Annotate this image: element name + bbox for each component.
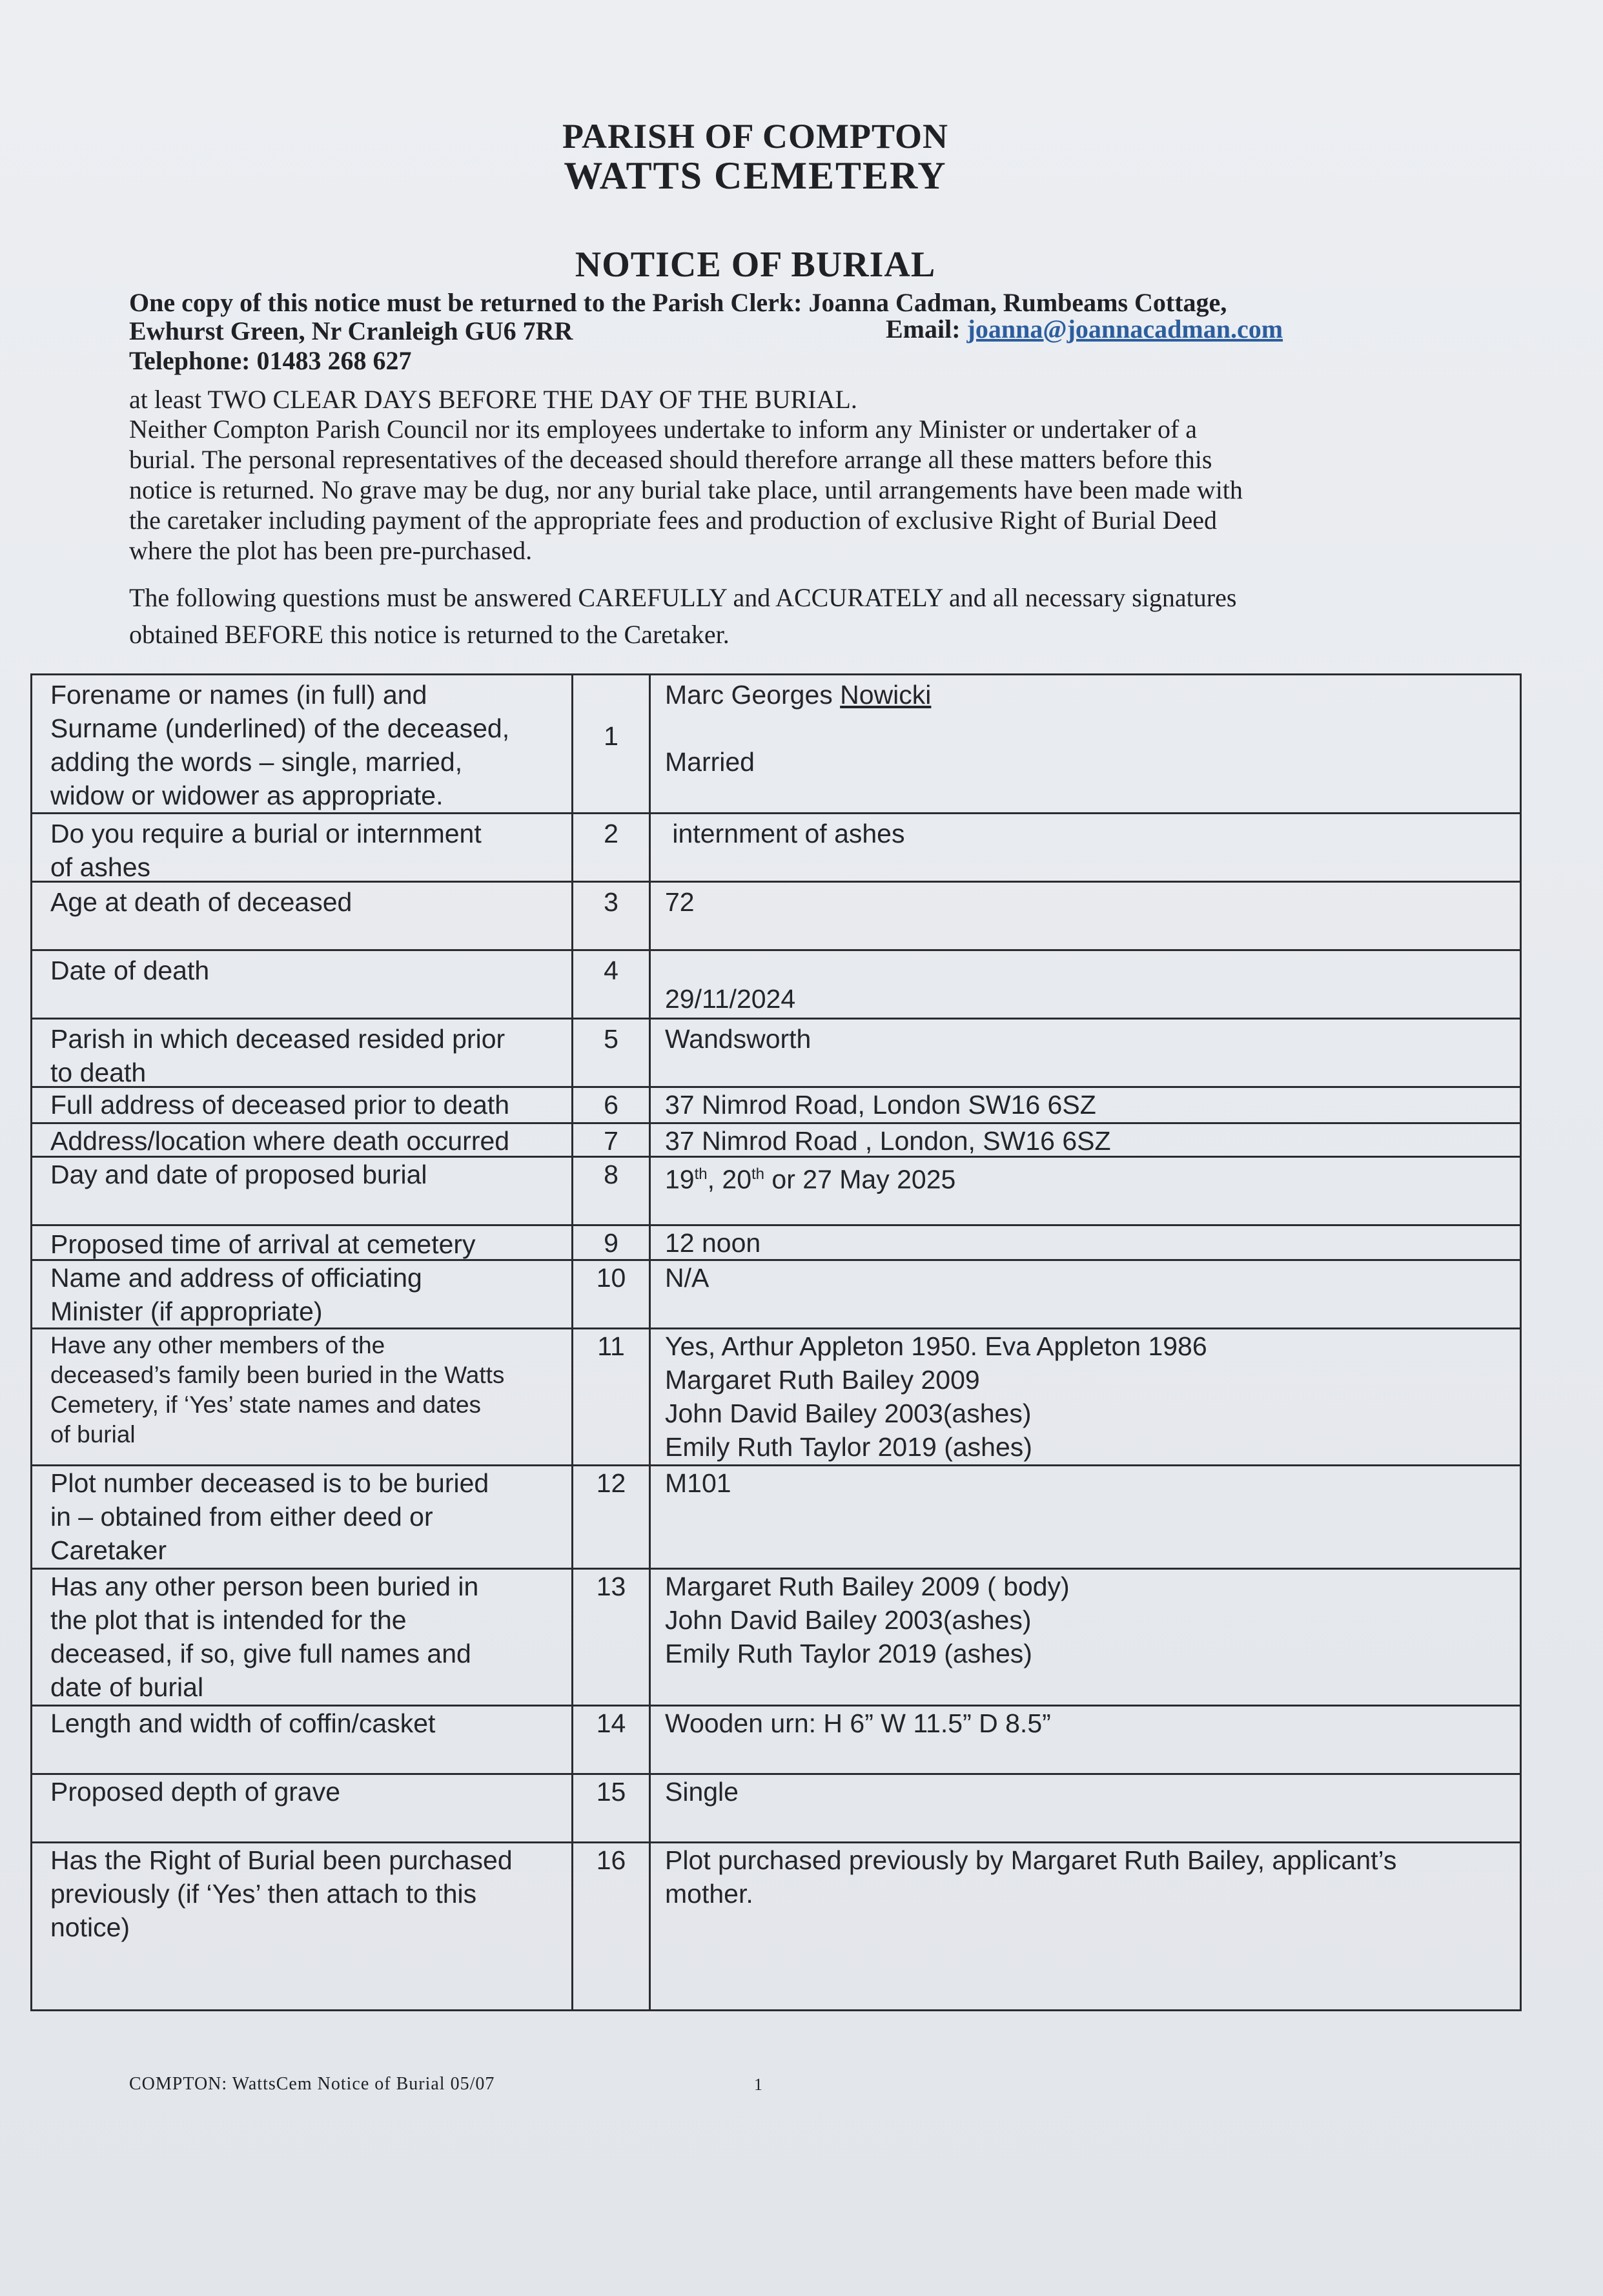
question-number: 7 xyxy=(573,1124,651,1156)
answer-cell: Yes, Arthur Appleton 1950. Eva Appleton 1986 Margaret Ruth Bailey 2009 John David Bailey 2003(ashes) Emily Ruth Taylor 2019 (ashes) xyxy=(665,1331,1207,1462)
marital-status: Married xyxy=(665,747,755,777)
table-row xyxy=(32,1122,1520,1156)
question-cell: Do you require a burial or internment of ashes xyxy=(32,814,573,881)
table-row xyxy=(32,1705,1520,1773)
proposed-burial-dates: 19th, 20th or 27 May 2025 xyxy=(665,1164,956,1194)
answer-cell: 12 noon xyxy=(665,1228,761,1258)
page-number: 1 xyxy=(754,2075,762,2094)
table-row xyxy=(32,1841,1520,2009)
question-number: 9 xyxy=(573,1226,651,1259)
question-cell: Date of death xyxy=(32,951,573,1018)
intro-text-line: obtained BEFORE this notice is returned to the Caretaker. xyxy=(129,620,730,649)
question-cell: Forename or names (in full) and Surname (underlined) of the deceased, adding the words – single, married, widow or widower as appropriate. xyxy=(32,675,573,812)
table-row xyxy=(32,1568,1520,1705)
intro-text-line: the caretaker including payment of the appropriate fees and production of exclusive Right of Burial Deed xyxy=(129,506,1217,535)
cemetery-heading: WATTS CEMETERY xyxy=(564,154,947,197)
telephone-line: Telephone: 01483 268 627 xyxy=(129,346,412,375)
answer-cell: Single xyxy=(665,1777,739,1807)
intro-text-line: The following questions must be answered CAREFULLY and ACCURATELY and all necessary signatures xyxy=(129,583,1237,612)
intro-line-1: One copy of this notice must be returned to the Parish Clerk: Joanna Cadman, Rumbeams Cottage, xyxy=(129,288,1227,317)
question-number: 4 xyxy=(573,951,651,1018)
email-label: Email: xyxy=(886,314,967,343)
question-cell: Age at death of deceased xyxy=(32,883,573,949)
intro-text-line: burial. The personal representatives of the deceased should therefore arrange all these matters before this xyxy=(129,445,1212,474)
table-row xyxy=(32,1224,1520,1259)
notice-title: NOTICE OF BURIAL xyxy=(575,245,936,285)
intro-text-line: Neither Compton Parish Council nor its employees undertake to inform any Minister or undertaker of a xyxy=(129,415,1198,444)
table-row xyxy=(32,1464,1520,1568)
question-cell: Proposed time of arrival at cemetery xyxy=(32,1226,573,1259)
table-row xyxy=(32,1086,1520,1122)
answer-cell: N/A xyxy=(665,1263,710,1293)
burial-details-table xyxy=(30,673,1522,2011)
email-link[interactable]: joanna@joannacadman.com xyxy=(966,314,1283,343)
question-cell: Address/location where death occurred xyxy=(32,1124,573,1156)
question-cell: Full address of deceased prior to death xyxy=(32,1088,573,1122)
table-row xyxy=(32,1773,1520,1841)
question-number: 3 xyxy=(573,883,651,949)
question-cell: Name and address of officiating Minister (if appropriate) xyxy=(32,1261,573,1327)
answer-cell: Wandsworth xyxy=(665,1024,812,1054)
parish-heading: PARISH OF COMPTON xyxy=(562,117,948,156)
intro-line-2: Ewhurst Green, Nr Cranleigh GU6 7RR xyxy=(129,316,573,345)
question-number: 5 xyxy=(573,1020,651,1086)
answer-cell: M101 xyxy=(665,1468,731,1498)
table-row xyxy=(32,881,1520,949)
answer-cell: 29/11/2024 xyxy=(665,984,796,1014)
question-cell: Have any other members of the deceased’s family been buried in the Watts Cemetery, if ‘Yes’ state names and dates of burial xyxy=(32,1329,573,1464)
question-cell: Parish in which deceased resided prior to death xyxy=(32,1020,573,1086)
question-cell: Has any other person been buried in the plot that is intended for the deceased, if so, give full names and date of burial xyxy=(32,1570,573,1705)
deceased-forenames: Marc Georges xyxy=(665,680,841,710)
question-cell: Day and date of proposed burial xyxy=(32,1158,573,1224)
table-row xyxy=(32,1156,1520,1224)
intro-text-line: notice is returned. No grave may be dug, nor any burial take place, until arrangements have been made with xyxy=(129,475,1243,504)
answer-cell: 37 Nimrod Road, London SW16 6SZ xyxy=(665,1090,1096,1120)
email-block xyxy=(886,314,1283,344)
table-row xyxy=(32,1259,1520,1327)
question-number: 10 xyxy=(573,1261,651,1327)
answer-cell: Plot purchased previously by Margaret Ruth Bailey, applicant’s mother. xyxy=(665,1845,1397,1909)
table-row xyxy=(32,1327,1520,1464)
question-number: 11 xyxy=(573,1329,651,1464)
question-number: 6 xyxy=(573,1088,651,1122)
table-row xyxy=(32,949,1520,1018)
answer-cell xyxy=(651,675,1520,812)
intro-text-line: where the plot has been pre-purchased. xyxy=(129,536,533,565)
answer-cell: internment of ashes xyxy=(665,819,905,848)
question-number: 16 xyxy=(573,1843,651,2009)
question-number: 14 xyxy=(573,1707,651,1773)
answer-cell: 72 xyxy=(665,887,695,917)
answer-cell: Wooden urn: H 6” W 11.5” D 8.5” xyxy=(665,1708,1051,1738)
question-cell: Proposed depth of grave xyxy=(32,1775,573,1841)
answer-cell: 37 Nimrod Road , London, SW16 6SZ xyxy=(665,1126,1111,1156)
table-row xyxy=(32,675,1520,812)
question-number: 1 xyxy=(573,675,651,812)
answer-cell xyxy=(651,1158,1520,1224)
question-cell: Has the Right of Burial been purchased previously (if ‘Yes’ then attach to this notice) xyxy=(32,1843,573,2009)
answer-cell: Margaret Ruth Bailey 2009 ( body) John David Bailey 2003(ashes) Emily Ruth Taylor 2019 (ashes) xyxy=(665,1572,1070,1668)
question-number: 15 xyxy=(573,1775,651,1841)
question-number: 2 xyxy=(573,814,651,881)
question-number: 8 xyxy=(573,1158,651,1224)
table-row xyxy=(32,1018,1520,1086)
question-number: 13 xyxy=(573,1570,651,1705)
footer-reference: COMPTON: WattsCem Notice of Burial 05/07 xyxy=(129,2074,495,2094)
deceased-surname: Nowicki xyxy=(840,680,932,710)
question-cell: Plot number deceased is to be buried in – obtained from either deed or Caretaker xyxy=(32,1466,573,1568)
question-cell: Length and width of coffin/casket xyxy=(32,1707,573,1773)
question-number: 12 xyxy=(573,1466,651,1568)
table-row xyxy=(32,812,1520,881)
intro-text-line: at least TWO CLEAR DAYS BEFORE THE DAY OF THE BURIAL. xyxy=(129,385,857,414)
